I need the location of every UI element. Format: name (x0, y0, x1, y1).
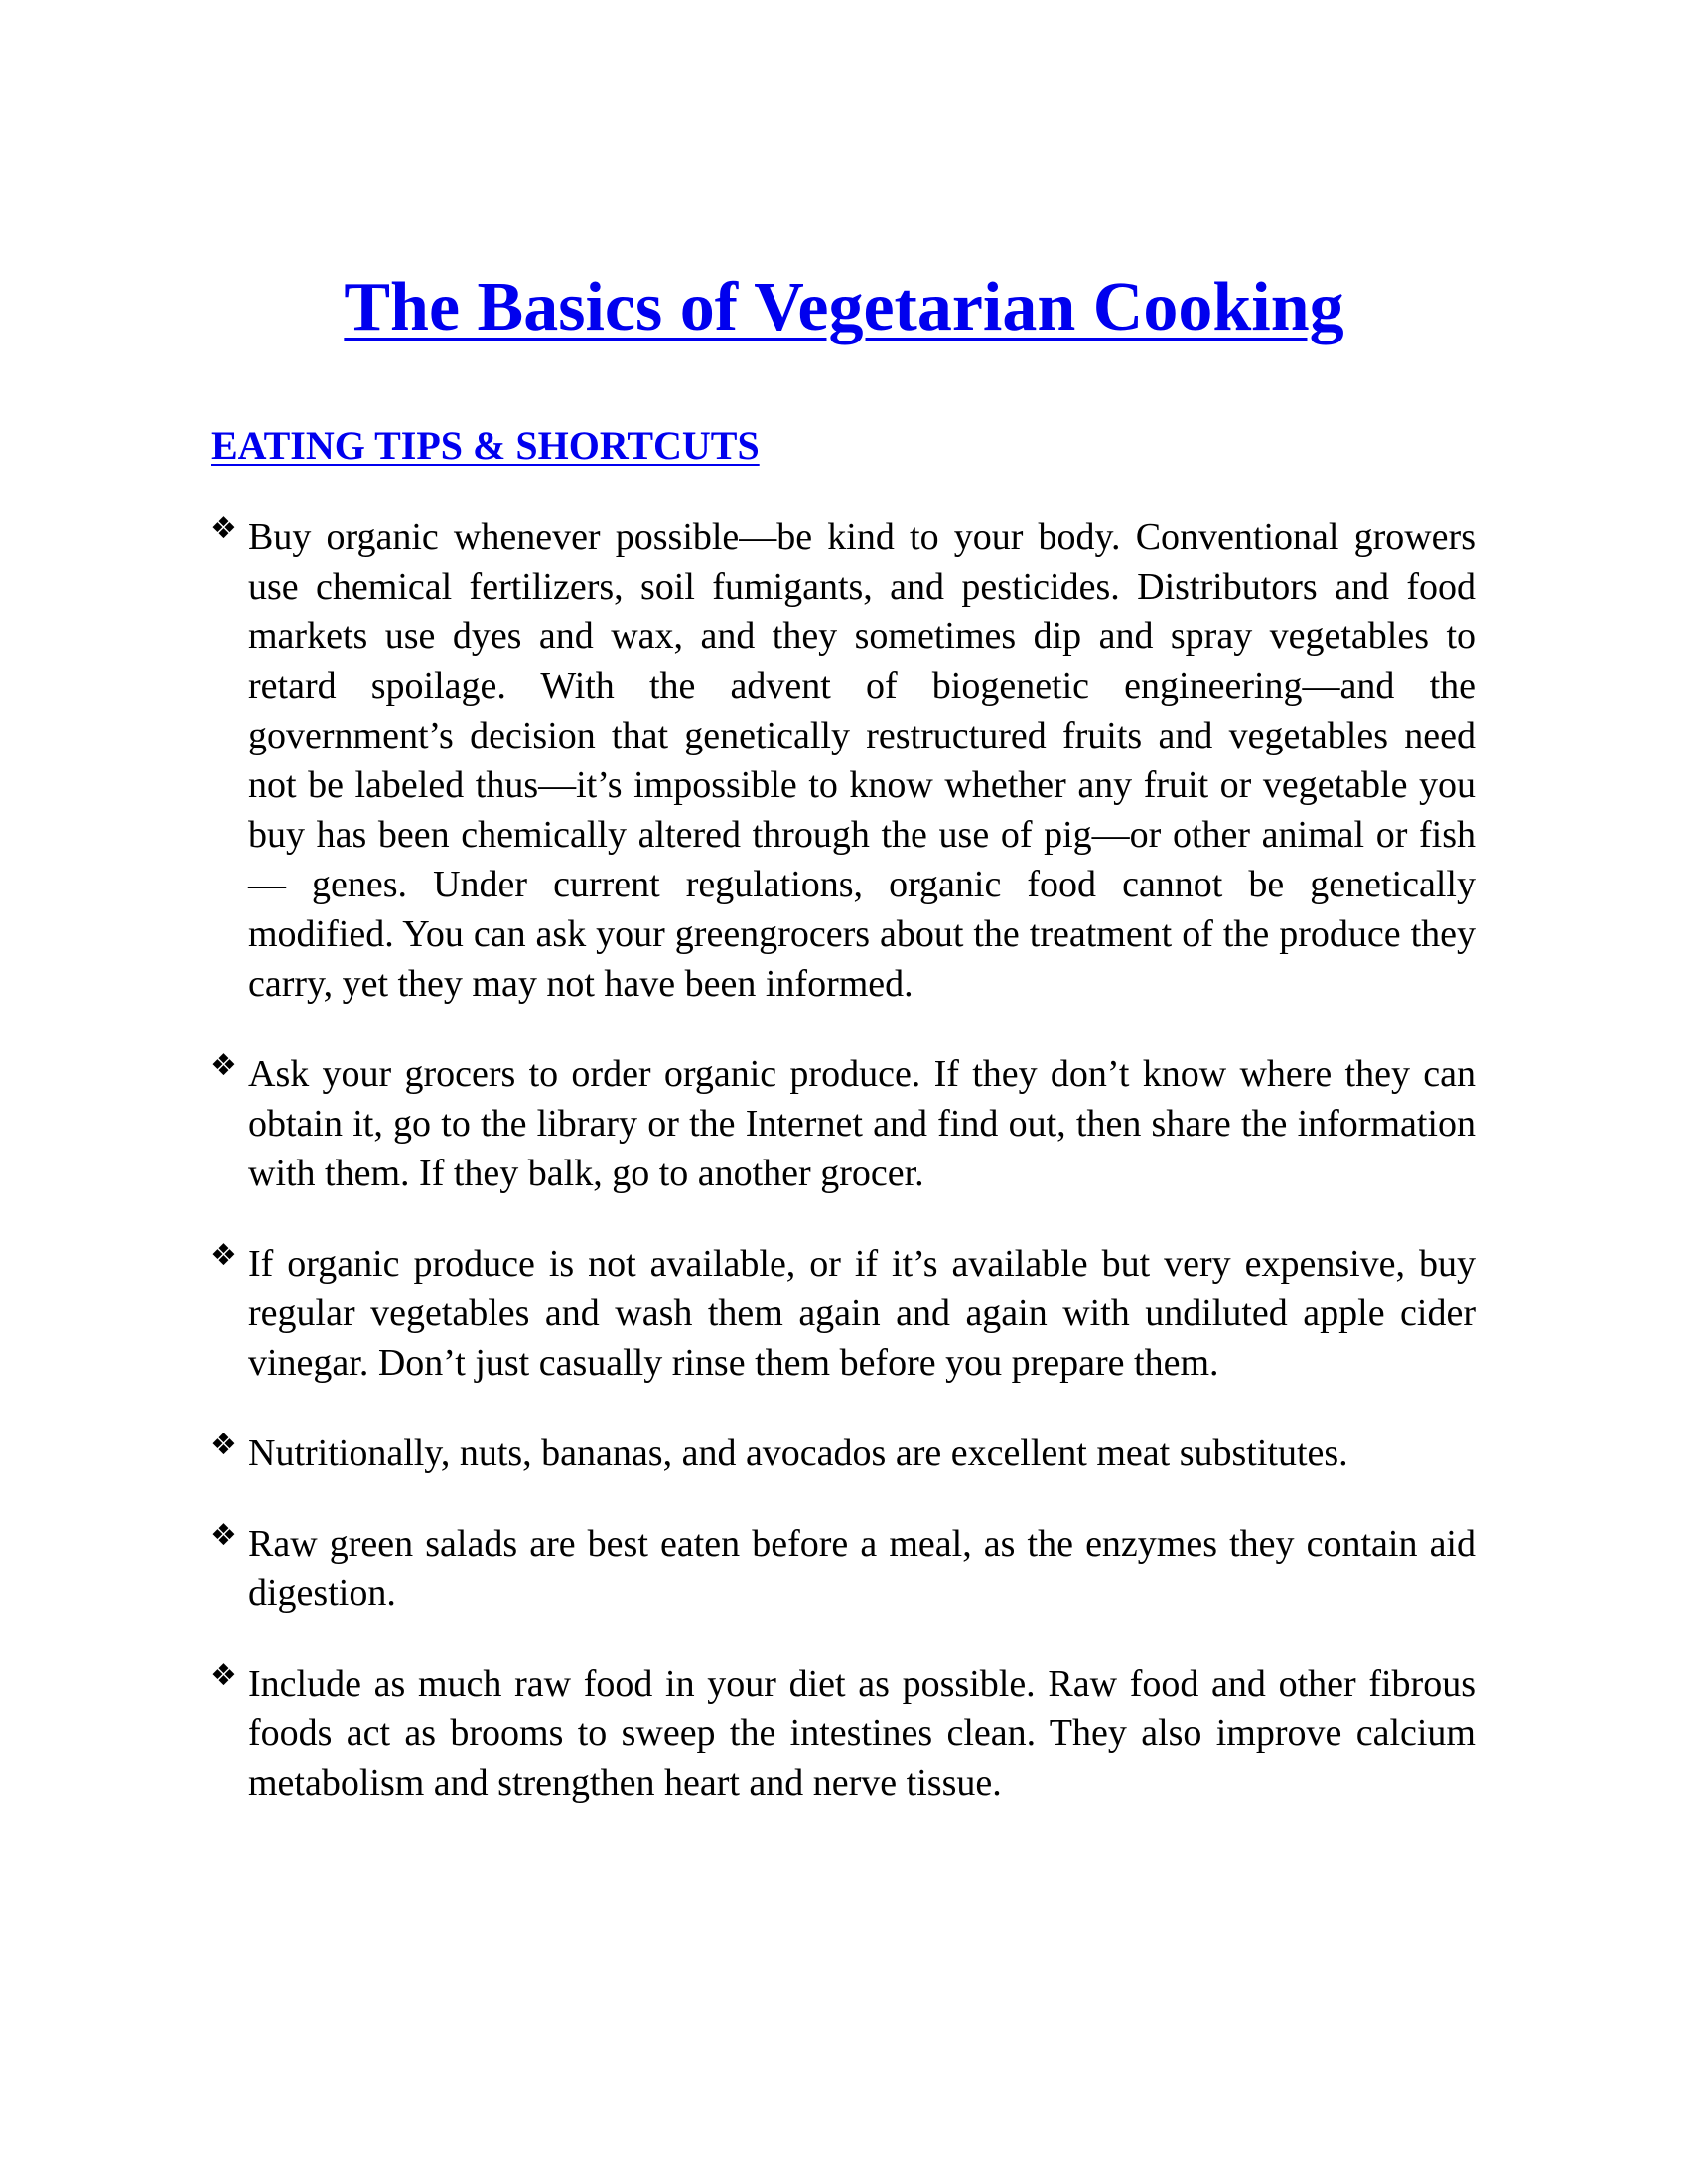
diamond-bullet-icon: ❖ (211, 1238, 237, 1273)
section-heading-eating-tips: EATING TIPS & SHORTCUTS (211, 423, 760, 468)
diamond-bullet-icon: ❖ (211, 1048, 237, 1083)
tip-text: Buy organic whenever possible—be kind to your body. Conventional growers use chemical fertilizers, soil fumigants, and pesticides. Distributors and food markets use dyes and wax, and they sometimes dip and spray vegetables to retard spoilage. With the advent of biogenetic engineering—and the government’s decision that genetically restructured fruits and vegetables need not be labeled thus—it’s impossible to know whether any fruit or vegetable you buy has been chemically altered through the use of pig—or other animal or fish— genes. Under current regulations, organic food cannot be genetically modified. You can ask your greengrocers about the treatment of the produce they carry, yet they may not have been informed. (248, 516, 1476, 1005)
diamond-bullet-icon: ❖ (211, 1518, 237, 1553)
diamond-bullet-icon: ❖ (211, 1428, 237, 1462)
tip-item (211, 1239, 1476, 1388)
tip-text: Ask your grocers to order organic produce. If they don’t know where they can obtain it, go to the library or the Internet and find out, then share the information with them. If they balk, go to another grocer. (248, 1053, 1476, 1194)
document-title: The Basics of Vegetarian Cooking (344, 269, 1344, 345)
tip-item (211, 512, 1476, 1009)
diamond-bullet-icon: ❖ (211, 1658, 237, 1693)
diamond-bullet-icon: ❖ (211, 511, 237, 546)
tip-text: Raw green salads are best eaten before a meal, as the enzymes they contain aid digestion. (248, 1523, 1476, 1614)
tip-text: If organic produce is not available, or if it’s available but very expensive, buy regular vegetables and wash them again and again with undiluted apple cider vinegar. Don’t just casually rinse them before you prepare them. (248, 1243, 1476, 1384)
tips-list (211, 512, 1476, 1848)
tip-text: Nutritionally, nuts, bananas, and avocados are excellent meat substitutes. (248, 1433, 1348, 1474)
tip-item (211, 1429, 1476, 1478)
tip-item (211, 1049, 1476, 1198)
tip-text: Include as much raw food in your diet as possible. Raw food and other fibrous foods act as brooms to sweep the intestines clean. They also improve calcium metabolism and strengthen heart and nerve tissue. (248, 1663, 1476, 1804)
tip-item (211, 1519, 1476, 1618)
tip-item (211, 1659, 1476, 1808)
